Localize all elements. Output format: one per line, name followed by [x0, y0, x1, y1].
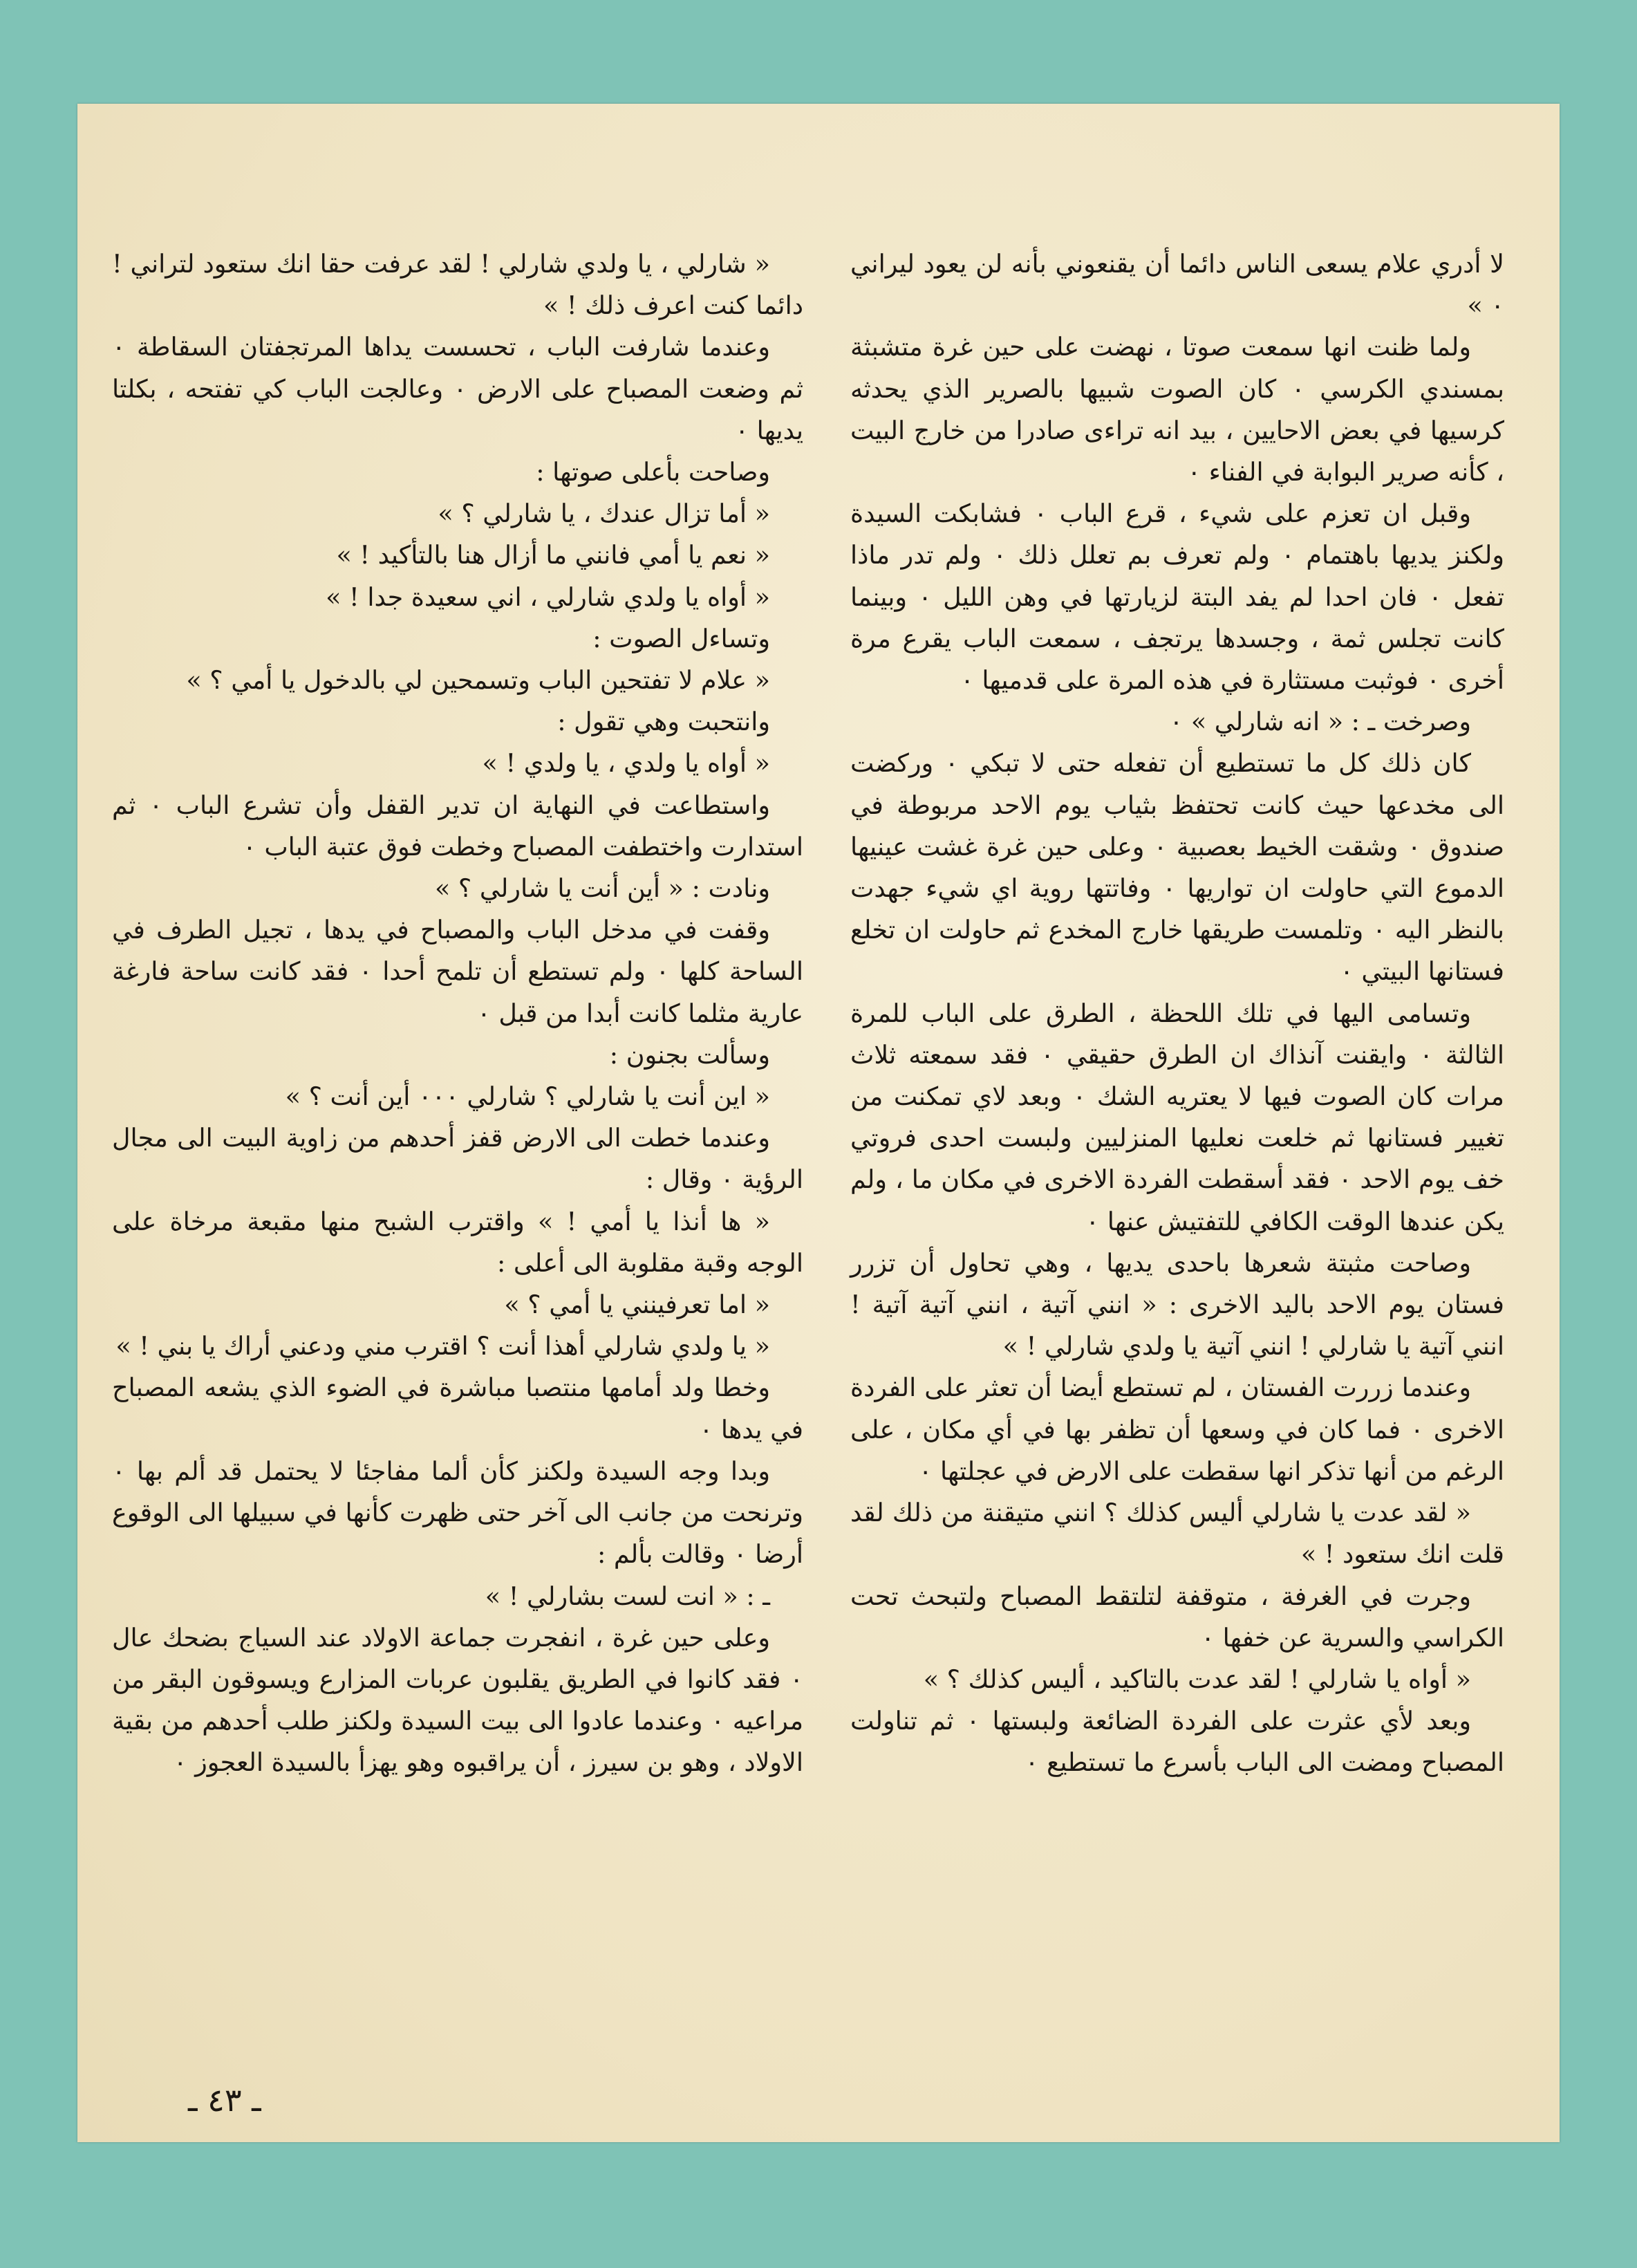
- paragraph: وعندما خطت الى الارض قفز أحدهم من زاوية البيت الى مجال الرؤية ٠ وقال :: [112, 1123, 803, 1195]
- paragraph: وبعد لأي عثرت على الفردة الضائعة ولبستها ٠ ثم تناولت المصباح ومضت الى الباب بأسرع ما تستطيع ٠: [850, 1706, 1504, 1778]
- paragraph: وصرخت ـ : « انه شارلي » ٠: [1169, 707, 1471, 737]
- paragraph: وعندما شارفت الباب ، تحسست يداها المرتجفتان السقاطة ٠ ثم وضعت المصباح على الارض ٠ وعالجت الباب كي تفتحه ، بكلتا يديها ٠: [112, 332, 803, 445]
- paragraph: وجرت في الغرفة ، متوقفة لتلتقط المصباح ولتبحث تحت الكراسي والسرية عن خفها ٠: [850, 1581, 1504, 1653]
- paragraph: وانتحبت وهي تقول :: [557, 707, 770, 737]
- paragraph: وعندما زررت الفستان ، لم تستطع أيضا أن تعثر على الفردة الاخرى ٠ فما كان في وسعها أن تظفر بها في أي مكان ، على الرغم من أنها تذكر انها سقطت على الارض في عجلتها ٠: [850, 1373, 1504, 1486]
- paragraph: « لقد عدت يا شارلي أليس كذلك ؟ انني متيقنة من ذلك لقد قلت انك ستعود ! »: [850, 1498, 1504, 1570]
- paragraph: « أواه يا ولدي ، يا ولدي ! »: [482, 748, 770, 779]
- paragraph: « نعم يا أمي فانني ما أزال هنا بالتأكيد ! »: [336, 540, 770, 570]
- paragraph: وخطا ولد أمامها منتصبا مباشرة في الضوء الذي يشعه المصباح في يدها ٠: [112, 1373, 803, 1444]
- left-text-column: [112, 243, 803, 1784]
- paragraph: لا أدري علام يسعى الناس دائما أن يقنعوني بأنه لن يعود ليراني ٠ »: [850, 249, 1504, 321]
- paragraph: كان ذلك كل ما تستطيع أن تفعله حتى لا تبكي ٠ وركضت الى مخدعها حيث كانت تحتفظ بثياب يوم الاحد مربوطة في صندوق ٠ وشقت الخيط بعصبية ٠ وعلى حين غرة غشت عينيها الدموع التي حاولت ان تواريها ٠ وفاتتها روية اي شيء جهدت بالنظر اليه ٠ وتلمست طريقها خارج المخدع ثم حاولت ان تخلع فستانها البيتي ٠: [850, 748, 1504, 987]
- paragraph: ولما ظنت انها سمعت صوتا ، نهضت على حين غرة متشبثة بمسندي الكرسي ٠ كان الصوت شبيها بالصرير الذي يحدثه كرسيها في بعض الاحايين ، بيد انه تراءى صادرا من خارج البيت ، كأنه صرير البوابة في الفناء ٠: [850, 332, 1504, 487]
- paragraph: « أواه يا شارلي ! لقد عدت بالتاكيد ، أليس كذلك ؟ »: [923, 1664, 1471, 1694]
- paragraph: « ها أنذا يا أمي ! » واقترب الشبح منها مقبعة مرخاة على الوجه وقبة مقلوبة الى أعلى :: [112, 1206, 803, 1278]
- paragraph: « أما تزال عندك ، يا شارلي ؟ »: [438, 499, 770, 529]
- paragraph: وبدا وجه السيدة ولكنز كأن ألما مفاجئا لا يحتمل قد ألم بها ٠ وترنحت من جانب الى آخر حتى ظهرت كأنها في سبيلها الى الوقوع أرضا ٠ وقالت بألم :: [112, 1456, 803, 1570]
- paragraph: وقفت في مدخل الباب والمصباح في يدها ، تجيل الطرف في الساحة كلها ٠ ولم تستطع أن تلمح أحدا ٠ فقد كانت ساحة فارغة عارية مثلما كانت أبدا من قبل ٠: [112, 915, 803, 1028]
- paragraph: وقبل ان تعزم على شيء ، قرع الباب ٠ فشابكت السيدة ولكنز يديها باهتمام ٠ ولم تعرف بم تعلل ذلك ٠ ولم تدر ماذا تفعل ٠ فان احدا لم يفد البتة لزيارتها في وهن الليل ٠ وبينما كانت تجلس ثمة ، وجسدها يرتجف ، سمعت الباب يقرع مرة أخرى ٠ فوثبت مستثارة في هذه المرة على قدميها ٠: [850, 499, 1505, 696]
- magazine-page: [77, 104, 1560, 2142]
- paragraph: « أواه يا ولدي شارلي ، اني سعيدة جدا ! »: [326, 582, 770, 612]
- paragraph: وسألت بجنون :: [609, 1039, 770, 1070]
- paragraph: « اين أنت يا شارلي ؟ شارلي ٠٠٠ أين أنت ؟ »: [285, 1081, 770, 1112]
- paragraph: ونادت : « أين أنت يا شارلي ؟ »: [434, 873, 770, 904]
- page-number: ـ ٤٣ ـ: [188, 2081, 261, 2119]
- paragraph: وتساءل الصوت :: [592, 623, 770, 653]
- paragraph: واستطاعت في النهاية ان تدير القفل وأن تشرع الباب ٠ ثم استدارت واختطفت المصباح وخطت فوق عتبة الباب ٠: [112, 790, 803, 862]
- right-text-column: [850, 243, 1504, 1784]
- paragraph: « شارلي ، يا ولدي شارلي ! لقد عرفت حقا انك ستعود لتراني ! دائما كنت اعرف ذلك ! »: [112, 249, 803, 321]
- paragraph: « يا ولدي شارلي أهذا أنت ؟ اقترب مني ودعني أراك يا بني ! »: [115, 1331, 770, 1361]
- paragraph: « اما تعرفينني يا أمي ؟ »: [504, 1290, 770, 1320]
- paragraph: ـ : « انت لست بشارلي ! »: [485, 1581, 770, 1611]
- paragraph: وتسامى اليها في تلك اللحظة ، الطرق على الباب للمرة الثالثة ٠ وايقنت آنذاك ان الطرق حقيقي ٠ فقد سمعته ثلاث مرات كان الصوت فيها لا يعتريه الشك ٠ وبعد لاي تمكنت من تغيير فستانها ثم خلعت نعليها المنزليين ولبست احدى فروتي خف يوم الاحد ٠ فقد أسقطت الفردة الاخرى في مكان ما ، ولم يكن عندها الوقت الكافي للتفتيش عنها ٠: [850, 998, 1504, 1236]
- paragraph: وعلى حين غرة ، انفجرت جماعة الاولاد عند السياج بضحك عال ٠ فقد كانوا في الطريق يقلبون عربات المزارع ويسوقون البقر من مراعيه ٠ وعندما عادوا الى بيت السيدة ولكنز طلب أحدهم من بقية الاولاد ، وهو بن سيرز ، أن يراقبوه وهو يهزأ بالسيدة العجوز ٠: [112, 1622, 803, 1778]
- paragraph: « علام لا تفتحين الباب وتسمحين لي بالدخول يا أمي ؟ »: [186, 665, 770, 696]
- paragraph: وصاحت مثبتة شعرها باحدى يديها ، وهي تحاول أن تزرر فستان يوم الاحد باليد الاخرى : « انني آتية ، انني آتية آتية ! انني آتية يا شارلي ! انني آتية يا ولدي شارلي ! »: [850, 1247, 1504, 1361]
- paragraph: وصاحت بأعلى صوتها :: [536, 457, 770, 487]
